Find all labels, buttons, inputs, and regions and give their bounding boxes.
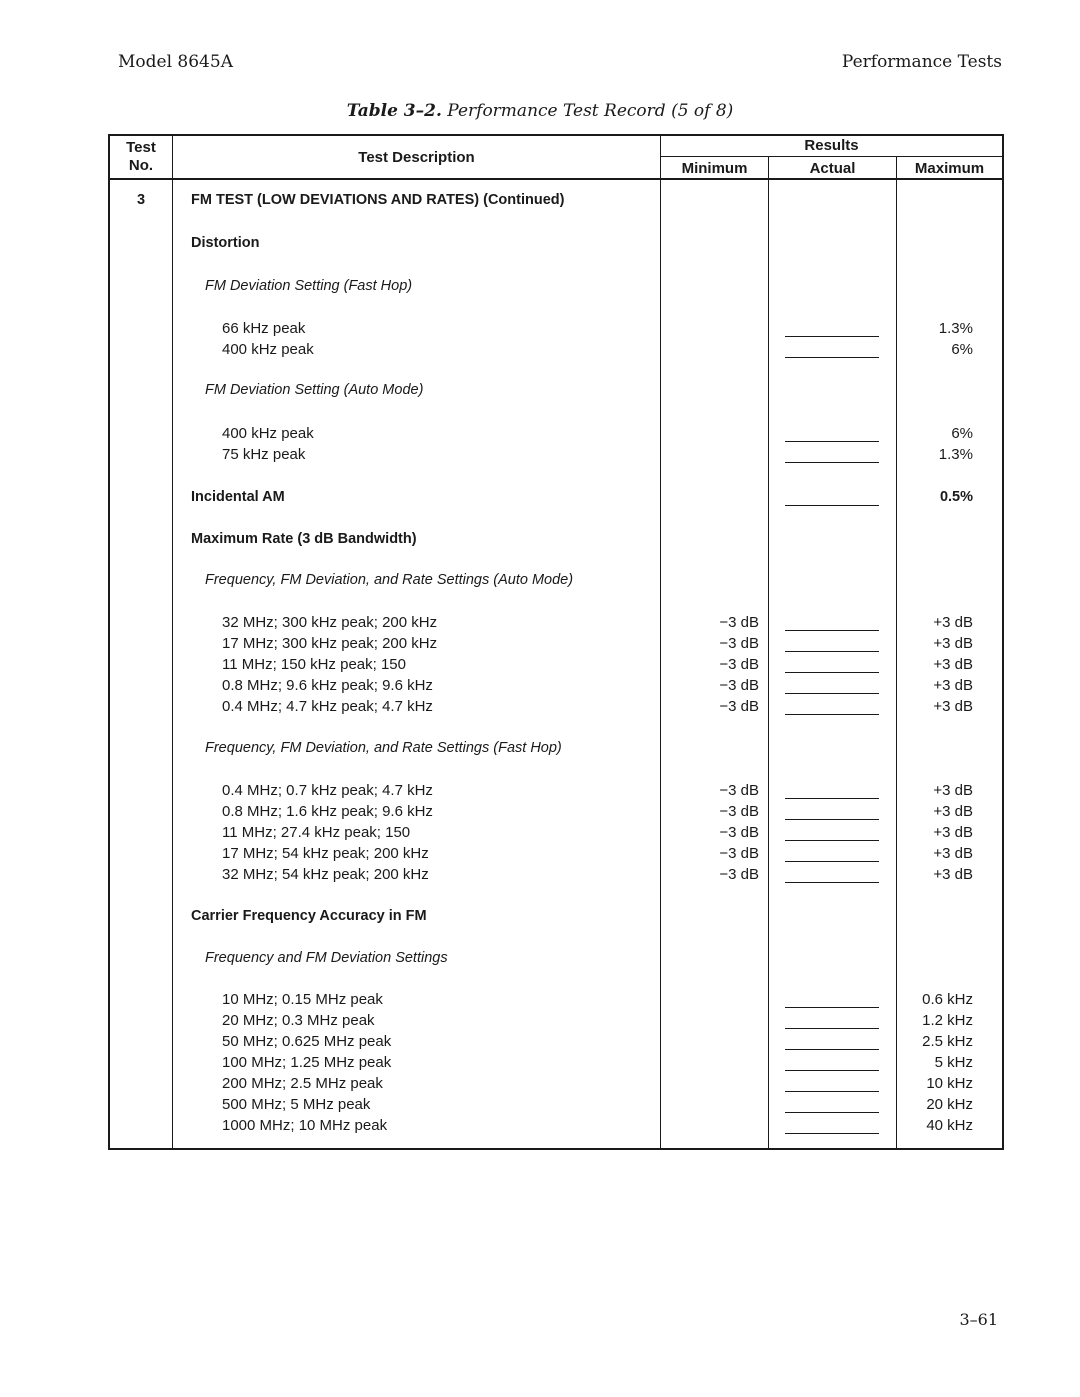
row-description: Frequency, FM Deviation, and Rate Settings (Fast Hop)	[205, 740, 562, 756]
row-maximum: 6%	[951, 425, 973, 442]
table-caption	[0, 101, 1080, 121]
row-description: Carrier Frequency Accuracy in FM	[191, 908, 427, 924]
actual-entry-blank[interactable]	[785, 1070, 879, 1071]
row-maximum: +3 dB	[933, 803, 973, 820]
row-description: FM TEST (LOW DEVIATIONS AND RATES) (Continued)	[191, 192, 565, 208]
row-description: FM Deviation Setting (Auto Mode)	[205, 382, 424, 398]
row-maximum: +3 dB	[933, 656, 973, 673]
row-description: 32 MHz; 300 kHz peak; 200 kHz	[222, 614, 438, 631]
actual-entry-blank[interactable]	[785, 336, 879, 337]
row-description: 0.4 MHz; 0.7 kHz peak; 4.7 kHz	[222, 782, 433, 799]
row-description: 0.4 MHz; 4.7 kHz peak; 4.7 kHz	[222, 698, 433, 715]
row-description: 1000 MHz; 10 MHz peak	[222, 1117, 388, 1134]
row-description: 200 MHz; 2.5 MHz peak	[222, 1075, 383, 1092]
actual-entry-blank[interactable]	[785, 651, 879, 652]
row-description: FM Deviation Setting (Fast Hop)	[205, 278, 413, 294]
row-maximum: 2.5 kHz	[922, 1033, 973, 1050]
actual-entry-blank[interactable]	[785, 798, 879, 799]
row-description: 100 MHz; 1.25 MHz peak	[222, 1054, 392, 1071]
row-minimum: −3 dB	[719, 845, 759, 862]
actual-entry-blank[interactable]	[785, 882, 879, 883]
row-minimum: −3 dB	[719, 824, 759, 841]
page-number: 3–61	[959, 1310, 998, 1329]
row-maximum: 20 kHz	[926, 1096, 973, 1113]
row-maximum: +3 dB	[933, 782, 973, 799]
row-minimum: −3 dB	[719, 677, 759, 694]
row-description: 400 kHz peak	[222, 425, 314, 442]
row-maximum: +3 dB	[933, 698, 973, 715]
row-maximum: +3 dB	[933, 824, 973, 841]
row-maximum: 1.3%	[938, 446, 973, 463]
page-header-model: Model 8645A	[118, 52, 233, 72]
row-description: 66 kHz peak	[222, 320, 306, 337]
row-maximum: 0.6 kHz	[922, 991, 973, 1008]
row-maximum: +3 dB	[933, 845, 973, 862]
table-caption-title: Performance Test Record (5 of 8)	[447, 101, 734, 121]
row-description: Incidental AM	[191, 489, 285, 505]
row-description: 75 kHz peak	[222, 446, 306, 463]
row-minimum: −3 dB	[719, 866, 759, 883]
actual-entry-blank[interactable]	[785, 462, 879, 463]
row-maximum: 10 kHz	[926, 1075, 973, 1092]
row-description: 17 MHz; 54 kHz peak; 200 kHz	[222, 845, 429, 862]
row-maximum: 0.5%	[939, 489, 973, 505]
row-maximum: 1.3%	[938, 320, 973, 337]
column-header-actual: Actual	[809, 160, 856, 177]
actual-entry-blank[interactable]	[785, 441, 879, 442]
table-caption-label: Table 3–2.	[346, 101, 442, 121]
row-description: 500 MHz; 5 MHz peak	[222, 1096, 371, 1113]
test-number: 3	[136, 192, 146, 208]
row-minimum: −3 dB	[719, 782, 759, 799]
row-maximum: 5 kHz	[934, 1054, 973, 1071]
row-description: 17 MHz; 300 kHz peak; 200 kHz	[222, 635, 438, 652]
row-description: Distortion	[191, 235, 260, 251]
row-maximum: +3 dB	[933, 866, 973, 883]
row-description: 10 MHz; 0.15 MHz peak	[222, 991, 383, 1008]
row-description: 0.8 MHz; 9.6 kHz peak; 9.6 kHz	[222, 677, 433, 694]
row-description: Frequency and FM Deviation Settings	[205, 950, 448, 966]
row-description: 11 MHz; 27.4 kHz peak; 150	[222, 824, 411, 841]
row-description: 32 MHz; 54 kHz peak; 200 kHz	[222, 866, 429, 883]
column-header-maximum: Maximum	[914, 160, 985, 177]
column-header-results: Results	[804, 137, 859, 154]
actual-entry-blank[interactable]	[785, 693, 879, 694]
column-header-minimum: Minimum	[681, 160, 748, 177]
row-minimum: −3 dB	[719, 656, 759, 673]
actual-entry-blank[interactable]	[785, 1028, 879, 1029]
row-maximum: 40 kHz	[926, 1117, 973, 1134]
row-description: 20 MHz; 0.3 MHz peak	[222, 1012, 375, 1029]
actual-entry-blank[interactable]	[785, 505, 879, 506]
row-maximum: +3 dB	[933, 677, 973, 694]
page-header-section: Performance Tests	[841, 52, 1002, 72]
row-minimum: −3 dB	[719, 635, 759, 652]
actual-entry-blank[interactable]	[785, 1133, 879, 1134]
actual-entry-blank[interactable]	[785, 1112, 879, 1113]
row-description: Maximum Rate (3 dB Bandwidth)	[191, 531, 417, 547]
row-description: 11 MHz; 150 kHz peak; 150	[222, 656, 406, 673]
column-header-description: Test Description	[358, 149, 475, 166]
row-description: 0.8 MHz; 1.6 kHz peak; 9.6 kHz	[222, 803, 433, 820]
actual-entry-blank[interactable]	[785, 714, 879, 715]
row-minimum: −3 dB	[719, 698, 759, 715]
row-maximum: +3 dB	[933, 635, 973, 652]
actual-entry-blank[interactable]	[785, 1091, 879, 1092]
actual-entry-blank[interactable]	[785, 630, 879, 631]
row-description: 50 MHz; 0.625 MHz peak	[222, 1033, 392, 1050]
column-header-no: No.	[128, 157, 154, 174]
actual-entry-blank[interactable]	[785, 840, 879, 841]
row-minimum: −3 dB	[719, 614, 759, 631]
actual-entry-blank[interactable]	[785, 861, 879, 862]
row-maximum: 6%	[951, 341, 973, 358]
row-maximum: +3 dB	[933, 614, 973, 631]
row-minimum: −3 dB	[719, 803, 759, 820]
row-description: Frequency, FM Deviation, and Rate Settings (Auto Mode)	[205, 572, 574, 588]
actual-entry-blank[interactable]	[785, 819, 879, 820]
column-header-test: Test	[126, 139, 156, 156]
actual-entry-blank[interactable]	[785, 672, 879, 673]
actual-entry-blank[interactable]	[785, 1007, 879, 1008]
actual-entry-blank[interactable]	[785, 357, 879, 358]
row-description: 400 kHz peak	[222, 341, 314, 358]
row-maximum: 1.2 kHz	[922, 1012, 973, 1029]
actual-entry-blank[interactable]	[785, 1049, 879, 1050]
